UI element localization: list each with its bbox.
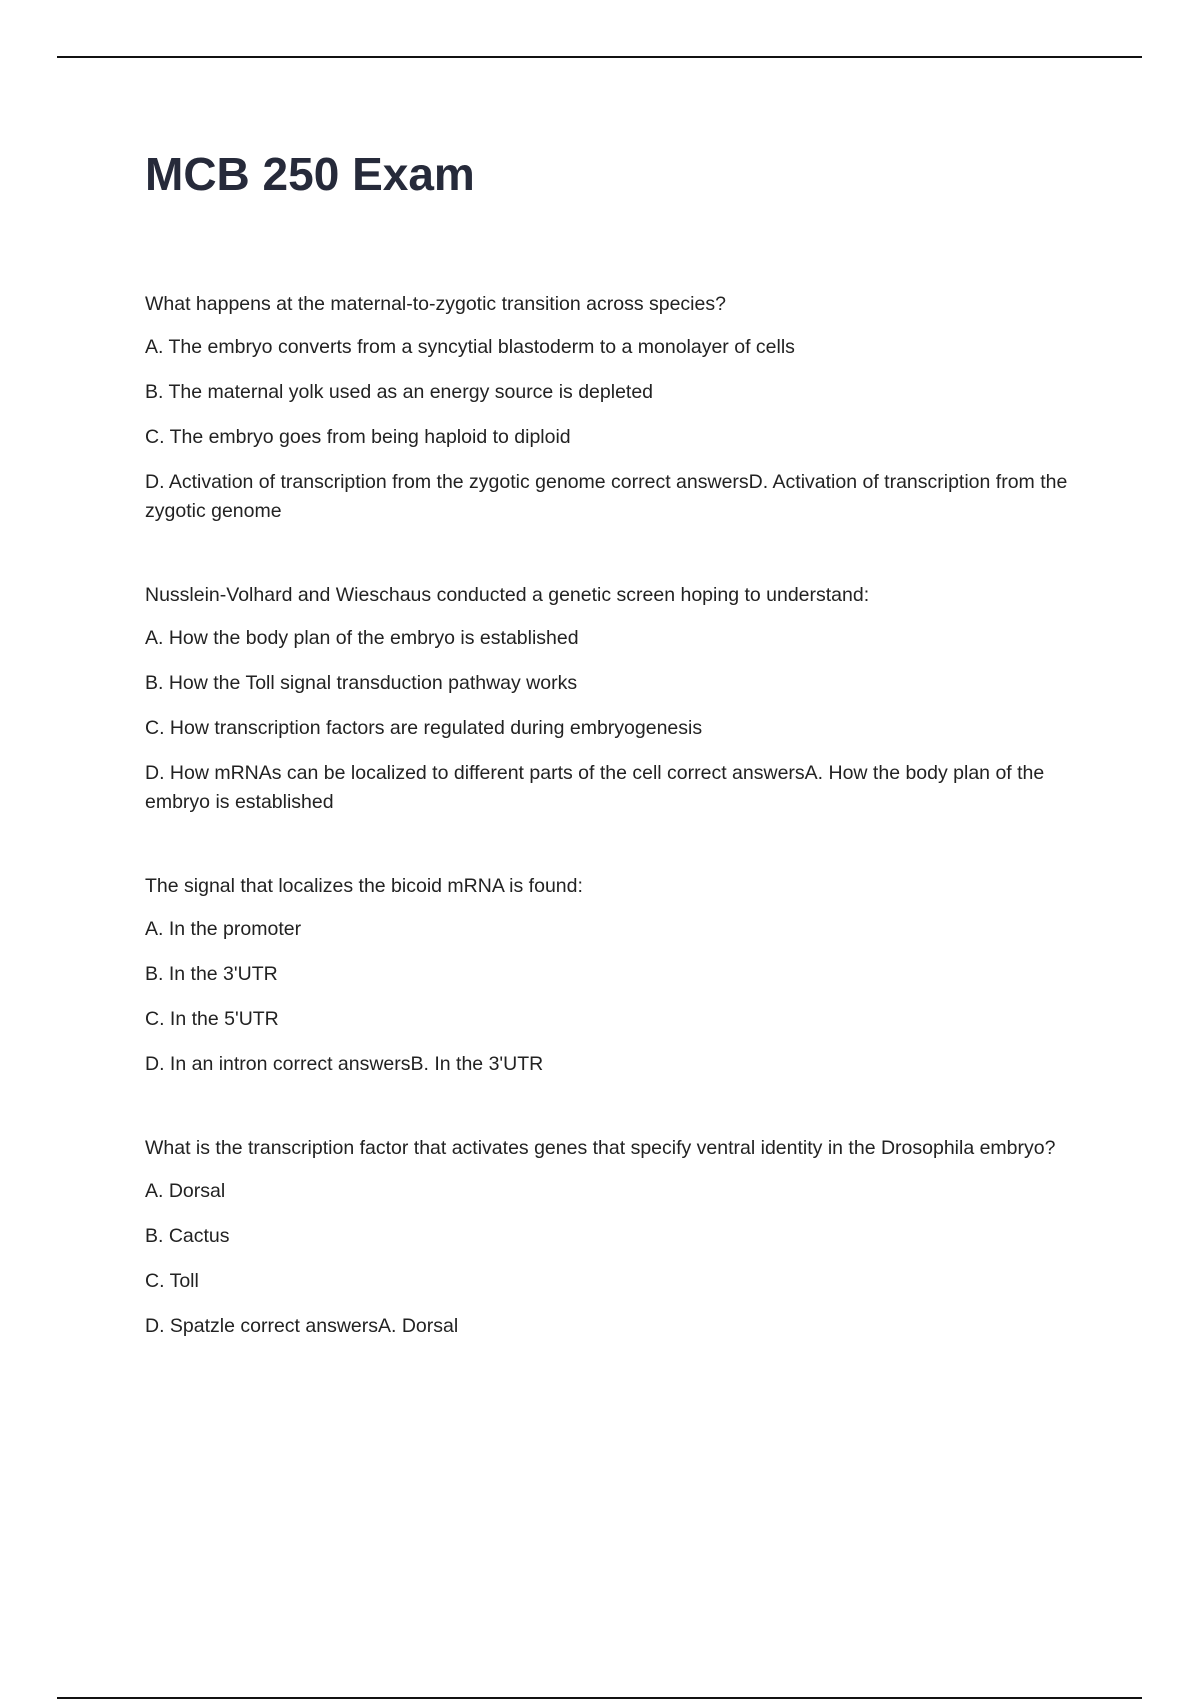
bottom-rule — [57, 1697, 1142, 1699]
document-title: MCB 250 Exam — [145, 148, 475, 200]
answer-option: A. How the body plan of the embryo is established — [145, 627, 579, 649]
answer-option: B. The maternal yolk used as an energy source is depleted — [145, 381, 654, 403]
document-body — [145, 140, 1085, 1396]
question-list — [145, 290, 1085, 1341]
question-text: Nusslein-Volhard and Wieschaus conducted a genetic screen hoping to understand: — [145, 584, 870, 606]
answer-option: C. The embryo goes from being haploid to diploid — [145, 426, 571, 448]
answer-option: B. In the 3'UTR — [145, 963, 278, 985]
answer-option: B. How the Toll signal transduction pathway works — [145, 672, 578, 694]
question-block — [145, 872, 1085, 1079]
answer-option: A. The embryo converts from a syncytial blastoderm to a monolayer of cells — [145, 336, 795, 358]
answer-option: D. How mRNAs can be localized to different parts of the cell correct answersA. How the body plan of the embryo is established — [145, 762, 1045, 813]
answer-option: C. How transcription factors are regulated during embryogenesis — [145, 717, 703, 739]
answer-option: D. Activation of transcription from the zygotic genome correct answersD. Activation of transcription from the zygotic genome — [145, 471, 1068, 522]
answer-option: C. Toll — [145, 1270, 199, 1292]
answer-option: D. In an intron correct answersB. In the 3'UTR — [145, 1053, 544, 1075]
answer-option: D. Spatzle correct answersA. Dorsal — [145, 1315, 459, 1337]
question-block — [145, 581, 1085, 817]
answer-option: A. In the promoter — [145, 918, 302, 940]
question-block — [145, 1134, 1085, 1341]
question-text: What is the transcription factor that activates genes that specify ventral identity in the Drosophila embryo? — [145, 1137, 1056, 1159]
top-rule — [57, 56, 1142, 58]
question-text: What happens at the maternal-to-zygotic transition across species? — [145, 293, 726, 315]
answer-option: C. In the 5'UTR — [145, 1008, 279, 1030]
answer-option: A. Dorsal — [145, 1180, 226, 1202]
answer-option: B. Cactus — [145, 1225, 230, 1247]
question-text: The signal that localizes the bicoid mRNA is found: — [145, 875, 583, 897]
question-block — [145, 290, 1085, 526]
